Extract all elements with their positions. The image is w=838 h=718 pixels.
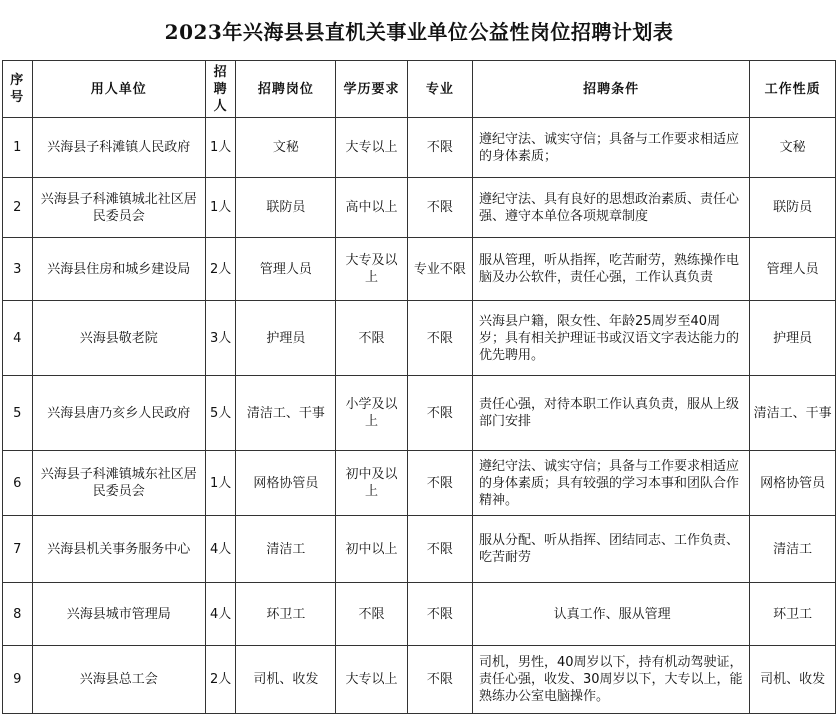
header-num: 招聘人	[205, 61, 236, 118]
cell-num: 3人	[205, 301, 236, 376]
cell-nature: 联防员	[750, 178, 836, 238]
cell-unit: 兴海县住房和城乡建设局	[32, 238, 205, 301]
cell-num: 1人	[205, 178, 236, 238]
cell-major: 不限	[407, 301, 472, 376]
cell-conditions: 遵纪守法、具有良好的思想政治素质、责任心强、遵守本单位各项规章制度	[472, 178, 749, 238]
cell-education: 大专及以上	[336, 238, 407, 301]
table-row	[3, 516, 836, 583]
cell-nature: 网格协管员	[750, 451, 836, 516]
header-no: 序号	[3, 61, 33, 118]
recruitment-table	[2, 60, 836, 714]
table-row	[3, 118, 836, 178]
cell-position: 环卫工	[236, 583, 336, 646]
cell-education: 高中以上	[336, 178, 407, 238]
cell-nature: 环卫工	[750, 583, 836, 646]
cell-conditions: 遵纪守法、诚实守信；具备与工作要求相适应的身体素质；	[472, 118, 749, 178]
cell-num: 1人	[205, 451, 236, 516]
cell-unit: 兴海县机关事务服务中心	[32, 516, 205, 583]
cell-major: 不限	[407, 583, 472, 646]
cell-unit: 兴海县子科滩镇人民政府	[32, 118, 205, 178]
cell-no: 5	[3, 376, 33, 451]
header-major: 专业	[407, 61, 472, 118]
cell-education: 初中以上	[336, 516, 407, 583]
cell-position: 管理人员	[236, 238, 336, 301]
header-conditions: 招聘条件	[472, 61, 749, 118]
table-row	[3, 451, 836, 516]
cell-num: 2人	[205, 238, 236, 301]
cell-no: 3	[3, 238, 33, 301]
cell-nature: 司机、收发	[750, 646, 836, 714]
cell-nature: 清洁工、干事	[750, 376, 836, 451]
cell-num: 1人	[205, 118, 236, 178]
cell-major: 不限	[407, 376, 472, 451]
cell-nature: 护理员	[750, 301, 836, 376]
cell-conditions: 兴海县户籍，限女性、年龄25周岁至40周岁；具有相关护理证书或汉语文字表达能力的优先聘用。	[472, 301, 749, 376]
cell-education: 不限	[336, 583, 407, 646]
cell-num: 4人	[205, 583, 236, 646]
cell-education: 不限	[336, 301, 407, 376]
cell-position: 清洁工、干事	[236, 376, 336, 451]
cell-position: 文秘	[236, 118, 336, 178]
cell-conditions: 遵纪守法、诚实守信；具备与工作要求相适应的身体素质；具有较强的学习本事和团队合作精神。	[472, 451, 749, 516]
table-row	[3, 376, 836, 451]
cell-conditions: 服从分配、听从指挥、团结同志、工作负责、吃苦耐劳	[472, 516, 749, 583]
cell-conditions: 服从管理，听从指挥，吃苦耐劳，熟练操作电脑及办公软件，责任心强，工作认真负责	[472, 238, 749, 301]
table-row	[3, 238, 836, 301]
cell-major: 专业不限	[407, 238, 472, 301]
table-row	[3, 646, 836, 714]
table-row	[3, 178, 836, 238]
cell-education: 大专以上	[336, 118, 407, 178]
cell-major: 不限	[407, 516, 472, 583]
cell-position: 司机、收发	[236, 646, 336, 714]
header-row	[3, 61, 836, 118]
cell-no: 2	[3, 178, 33, 238]
header-education: 学历要求	[336, 61, 407, 118]
header-position: 招聘岗位	[236, 61, 336, 118]
cell-unit: 兴海县子科滩镇城北社区居民委员会	[32, 178, 205, 238]
header-nature: 工作性质	[750, 61, 836, 118]
cell-unit: 兴海县敬老院	[32, 301, 205, 376]
cell-no: 8	[3, 583, 33, 646]
cell-nature: 管理人员	[750, 238, 836, 301]
cell-num: 2人	[205, 646, 236, 714]
cell-major: 不限	[407, 118, 472, 178]
table-row	[3, 583, 836, 646]
cell-major: 不限	[407, 178, 472, 238]
cell-no: 1	[3, 118, 33, 178]
cell-position: 清洁工	[236, 516, 336, 583]
cell-no: 4	[3, 301, 33, 376]
cell-education: 小学及以上	[336, 376, 407, 451]
page-title: 2023年兴海县县直机关事业单位公益性岗位招聘计划表	[164, 19, 674, 44]
cell-unit: 兴海县唐乃亥乡人民政府	[32, 376, 205, 451]
cell-position: 网格协管员	[236, 451, 336, 516]
cell-major: 不限	[407, 646, 472, 714]
cell-major: 不限	[407, 451, 472, 516]
cell-education: 初中及以上	[336, 451, 407, 516]
cell-position: 护理员	[236, 301, 336, 376]
cell-conditions: 认真工作、服从管理	[472, 583, 749, 646]
cell-no: 6	[3, 451, 33, 516]
cell-no: 9	[3, 646, 33, 714]
cell-unit: 兴海县城市管理局	[32, 583, 205, 646]
cell-nature: 清洁工	[750, 516, 836, 583]
table-row	[3, 301, 836, 376]
cell-nature: 文秘	[750, 118, 836, 178]
cell-unit: 兴海县总工会	[32, 646, 205, 714]
header-unit: 用人单位	[32, 61, 205, 118]
cell-position: 联防员	[236, 178, 336, 238]
cell-num: 4人	[205, 516, 236, 583]
cell-conditions: 责任心强，对待本职工作认真负责，服从上级部门安排	[472, 376, 749, 451]
cell-no: 7	[3, 516, 33, 583]
cell-num: 5人	[205, 376, 236, 451]
cell-education: 大专以上	[336, 646, 407, 714]
cell-conditions: 司机，男性，40周岁以下，持有机动驾驶证，责任心强，收发、30周岁以下，大专以上，能熟练办公室电脑操作。	[472, 646, 749, 714]
cell-unit: 兴海县子科滩镇城东社区居民委员会	[32, 451, 205, 516]
